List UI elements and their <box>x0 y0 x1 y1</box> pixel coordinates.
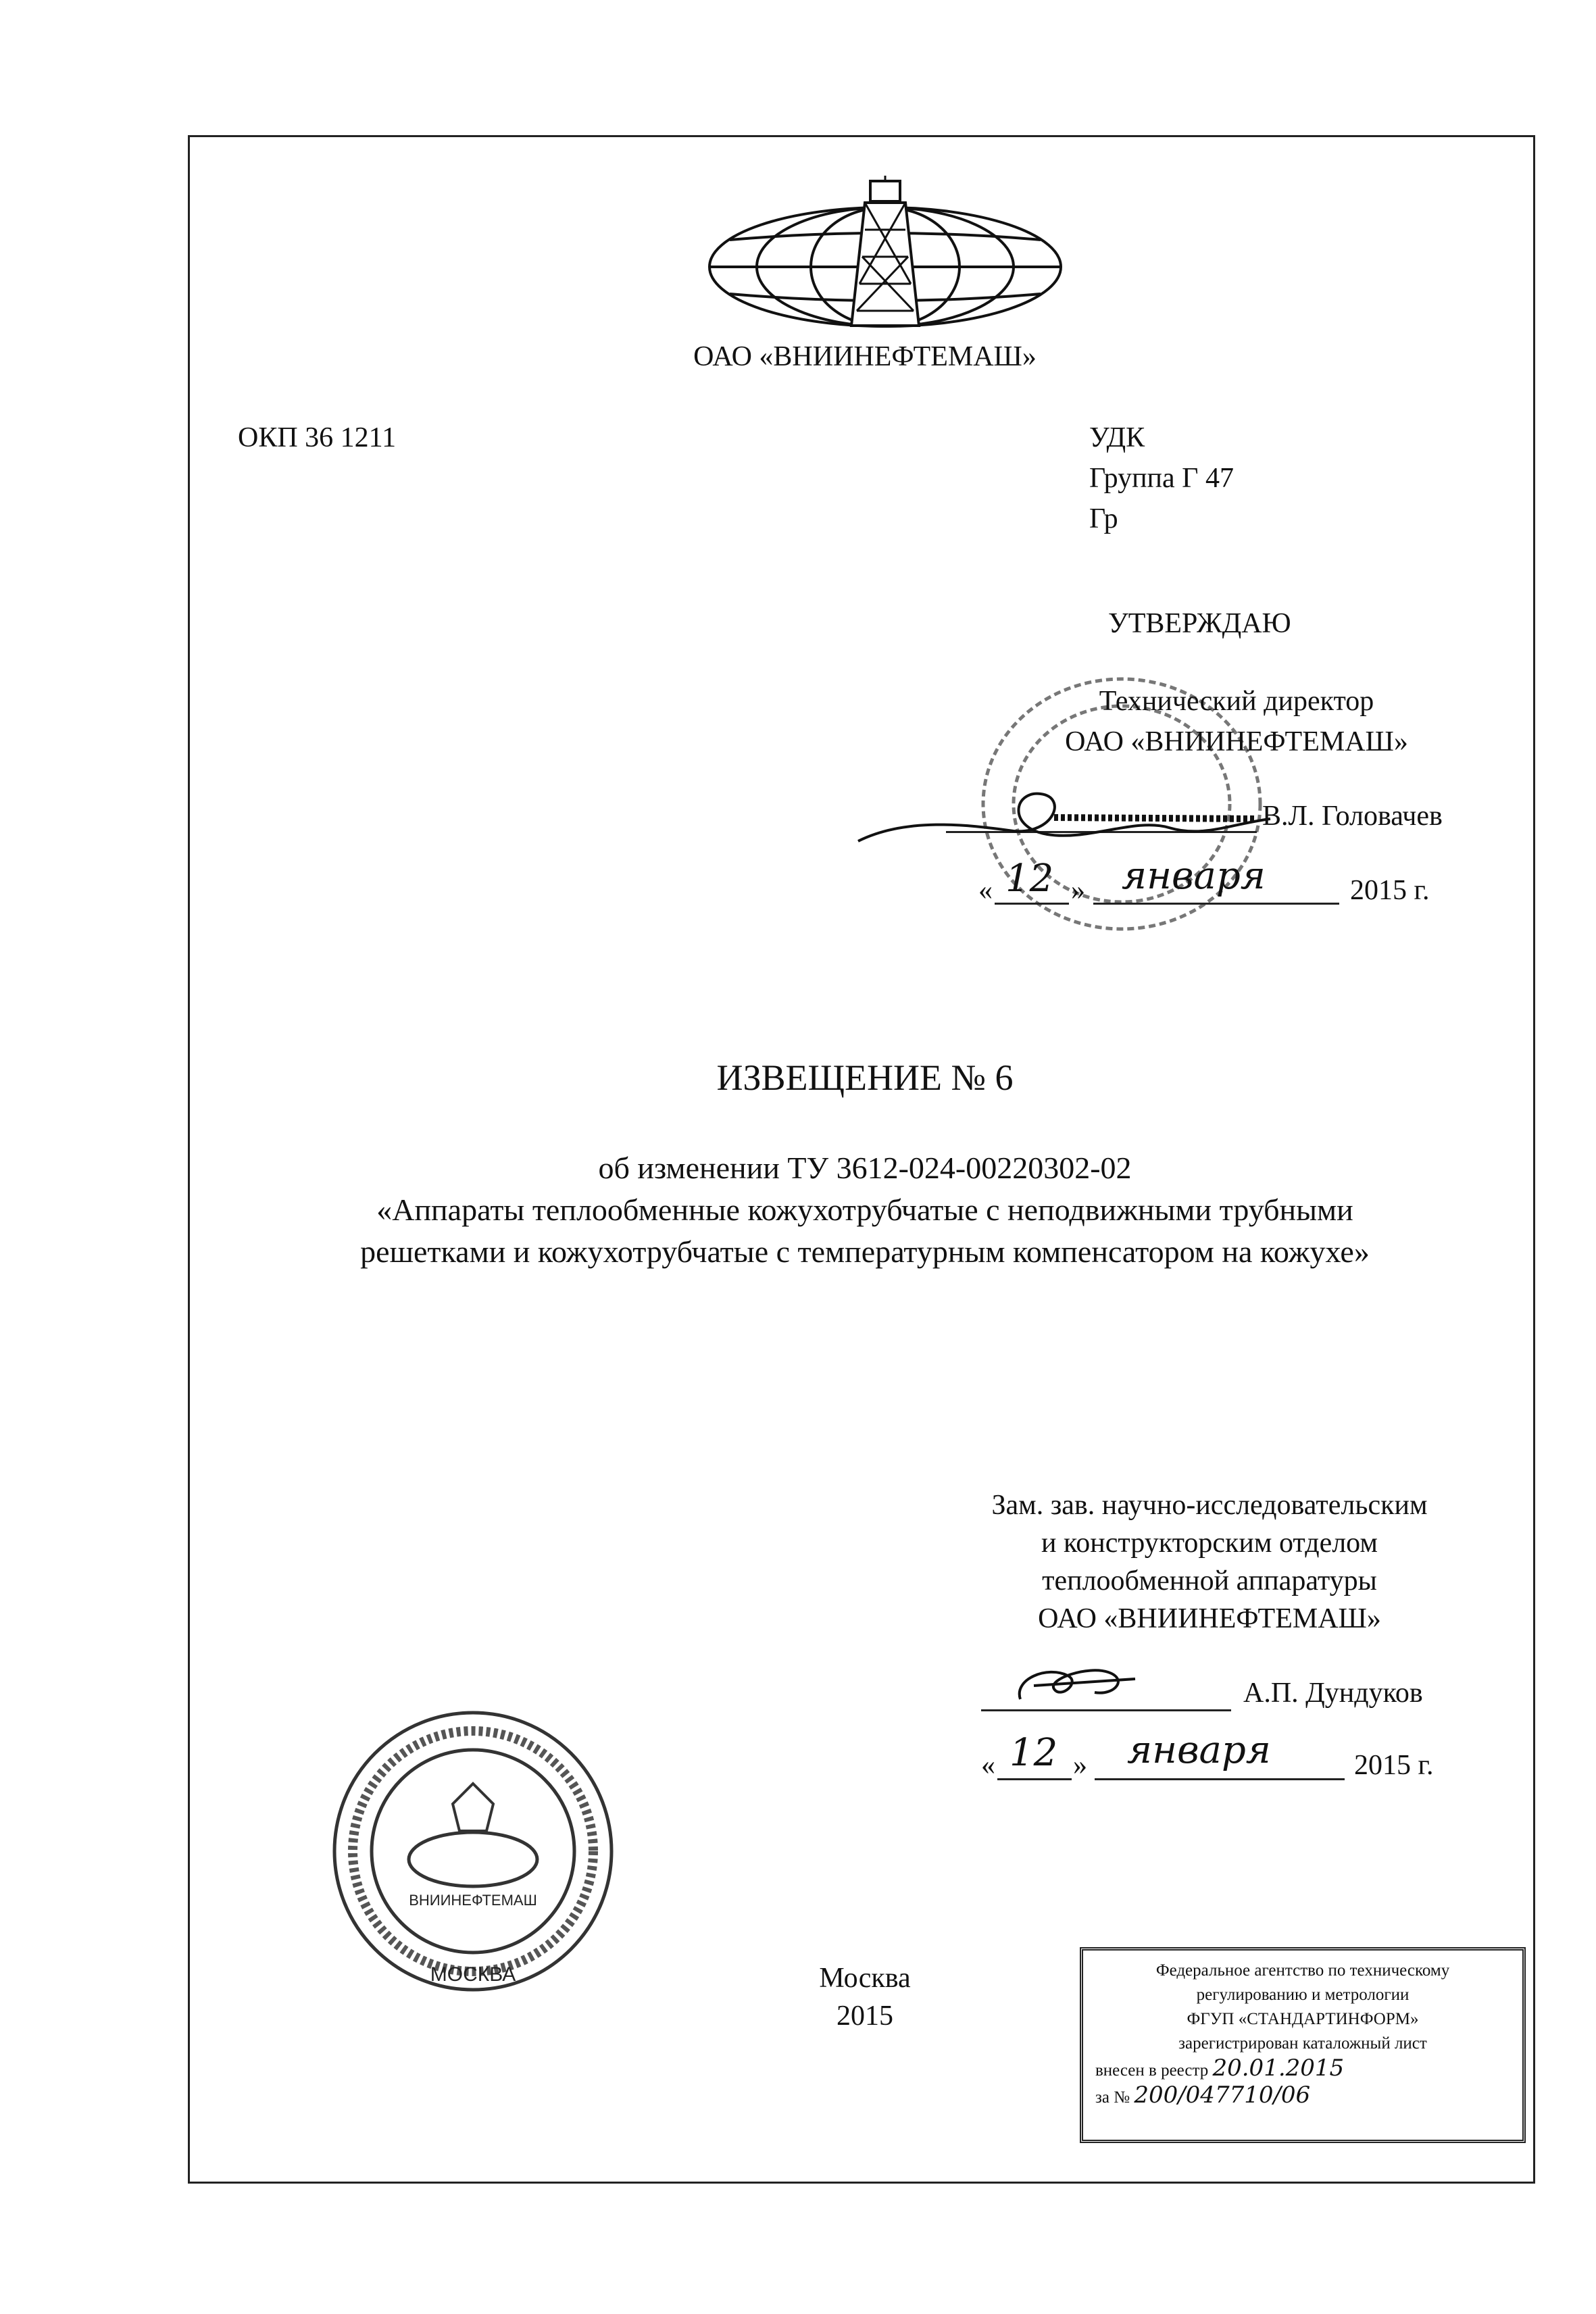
udk-label: УДК <box>1089 422 1145 453</box>
place-city: Москва <box>819 1963 911 1994</box>
registration-date: 20.01.2015 <box>1212 2055 1345 2082</box>
registration-line-1: Федеральное агентство по техническому <box>1155 1961 1450 1980</box>
approval-month: января <box>1122 854 1266 898</box>
deputy-day-close-quote: » <box>1073 1750 1087 1781</box>
deputy-line-1: Зам. зав. научно-исследовательским <box>991 1490 1428 1521</box>
registration-number: 200/047710/06 <box>1134 2082 1311 2109</box>
approval-day-open-quote: « <box>978 875 993 906</box>
approval-signature <box>851 777 1284 865</box>
approval-day-close-quote: » <box>1071 875 1085 906</box>
deputy-line-2: и конструкторским отделом <box>1041 1528 1378 1559</box>
deputy-month-underline <box>1095 1778 1345 1780</box>
deputy-signature <box>1007 1659 1142 1713</box>
deputy-month: января <box>1127 1728 1271 1772</box>
gr-label: Гр <box>1089 503 1118 534</box>
place-year: 2015 <box>837 2001 893 2032</box>
deputy-day-open-quote: « <box>981 1750 995 1781</box>
deputy-line-3: теплообменной аппаратуры <box>1042 1565 1377 1596</box>
seal-bottom-text: МОСКВА <box>430 1963 516 1986</box>
notice-line-2: «Аппараты теплообменные кожухотрубчатые с неподвижными трубными <box>376 1192 1353 1227</box>
registration-line-4: зарегистрирован каталожный лист <box>1178 2034 1427 2053</box>
notice-line-3: решетками и кожухотрубчатые с температурным компенсатором на кожухе» <box>360 1234 1370 1269</box>
approval-position: Технический директор <box>1099 686 1374 717</box>
approval-day-underline <box>995 903 1069 905</box>
seal-center-text: ВНИИНЕФТЕМАШ <box>409 1892 537 1909</box>
deputy-day: 12 <box>1009 1731 1058 1775</box>
deputy-signer-name: А.П. Дундуков <box>1243 1678 1423 1709</box>
approval-organization: ОАО «ВНИИНЕФТЕМАШ» <box>1065 726 1408 757</box>
okp-code: ОКП 36 1211 <box>238 422 397 453</box>
deputy-line-4: ОАО «ВНИИНЕФТЕМАШ» <box>1038 1603 1381 1634</box>
approval-month-underline <box>1093 903 1339 905</box>
group-label: Группа Г 47 <box>1089 463 1234 494</box>
approval-year: 2015 г. <box>1350 875 1430 906</box>
company-logo <box>703 176 1068 331</box>
registration-line-2: регулированию и метрологии <box>1196 1986 1410 2004</box>
notice-title: ИЗВЕЩЕНИЕ № 6 <box>716 1057 1014 1098</box>
approval-header: УТВЕРЖДАЮ <box>1108 608 1291 639</box>
approval-day: 12 <box>1005 857 1054 901</box>
approval-signer-name: В.Л. Головачев <box>1262 801 1443 832</box>
registration-line-3: ФГУП «СТАНДАРТИНФОРМ» <box>1187 2010 1419 2028</box>
organization-name: ОАО «ВНИИНЕФТЕМАШ» <box>693 341 1037 372</box>
registration-stamp <box>1080 1947 1526 2143</box>
deputy-year: 2015 г. <box>1354 1750 1434 1781</box>
registration-entered-label: внесен в реестр <box>1095 2061 1209 2080</box>
notice-line-1: об изменении ТУ 3612-024-00220302-02 <box>598 1151 1132 1185</box>
registration-number-label: за № <box>1095 2088 1130 2107</box>
company-round-seal <box>324 1703 622 2000</box>
deputy-day-underline <box>997 1778 1072 1780</box>
